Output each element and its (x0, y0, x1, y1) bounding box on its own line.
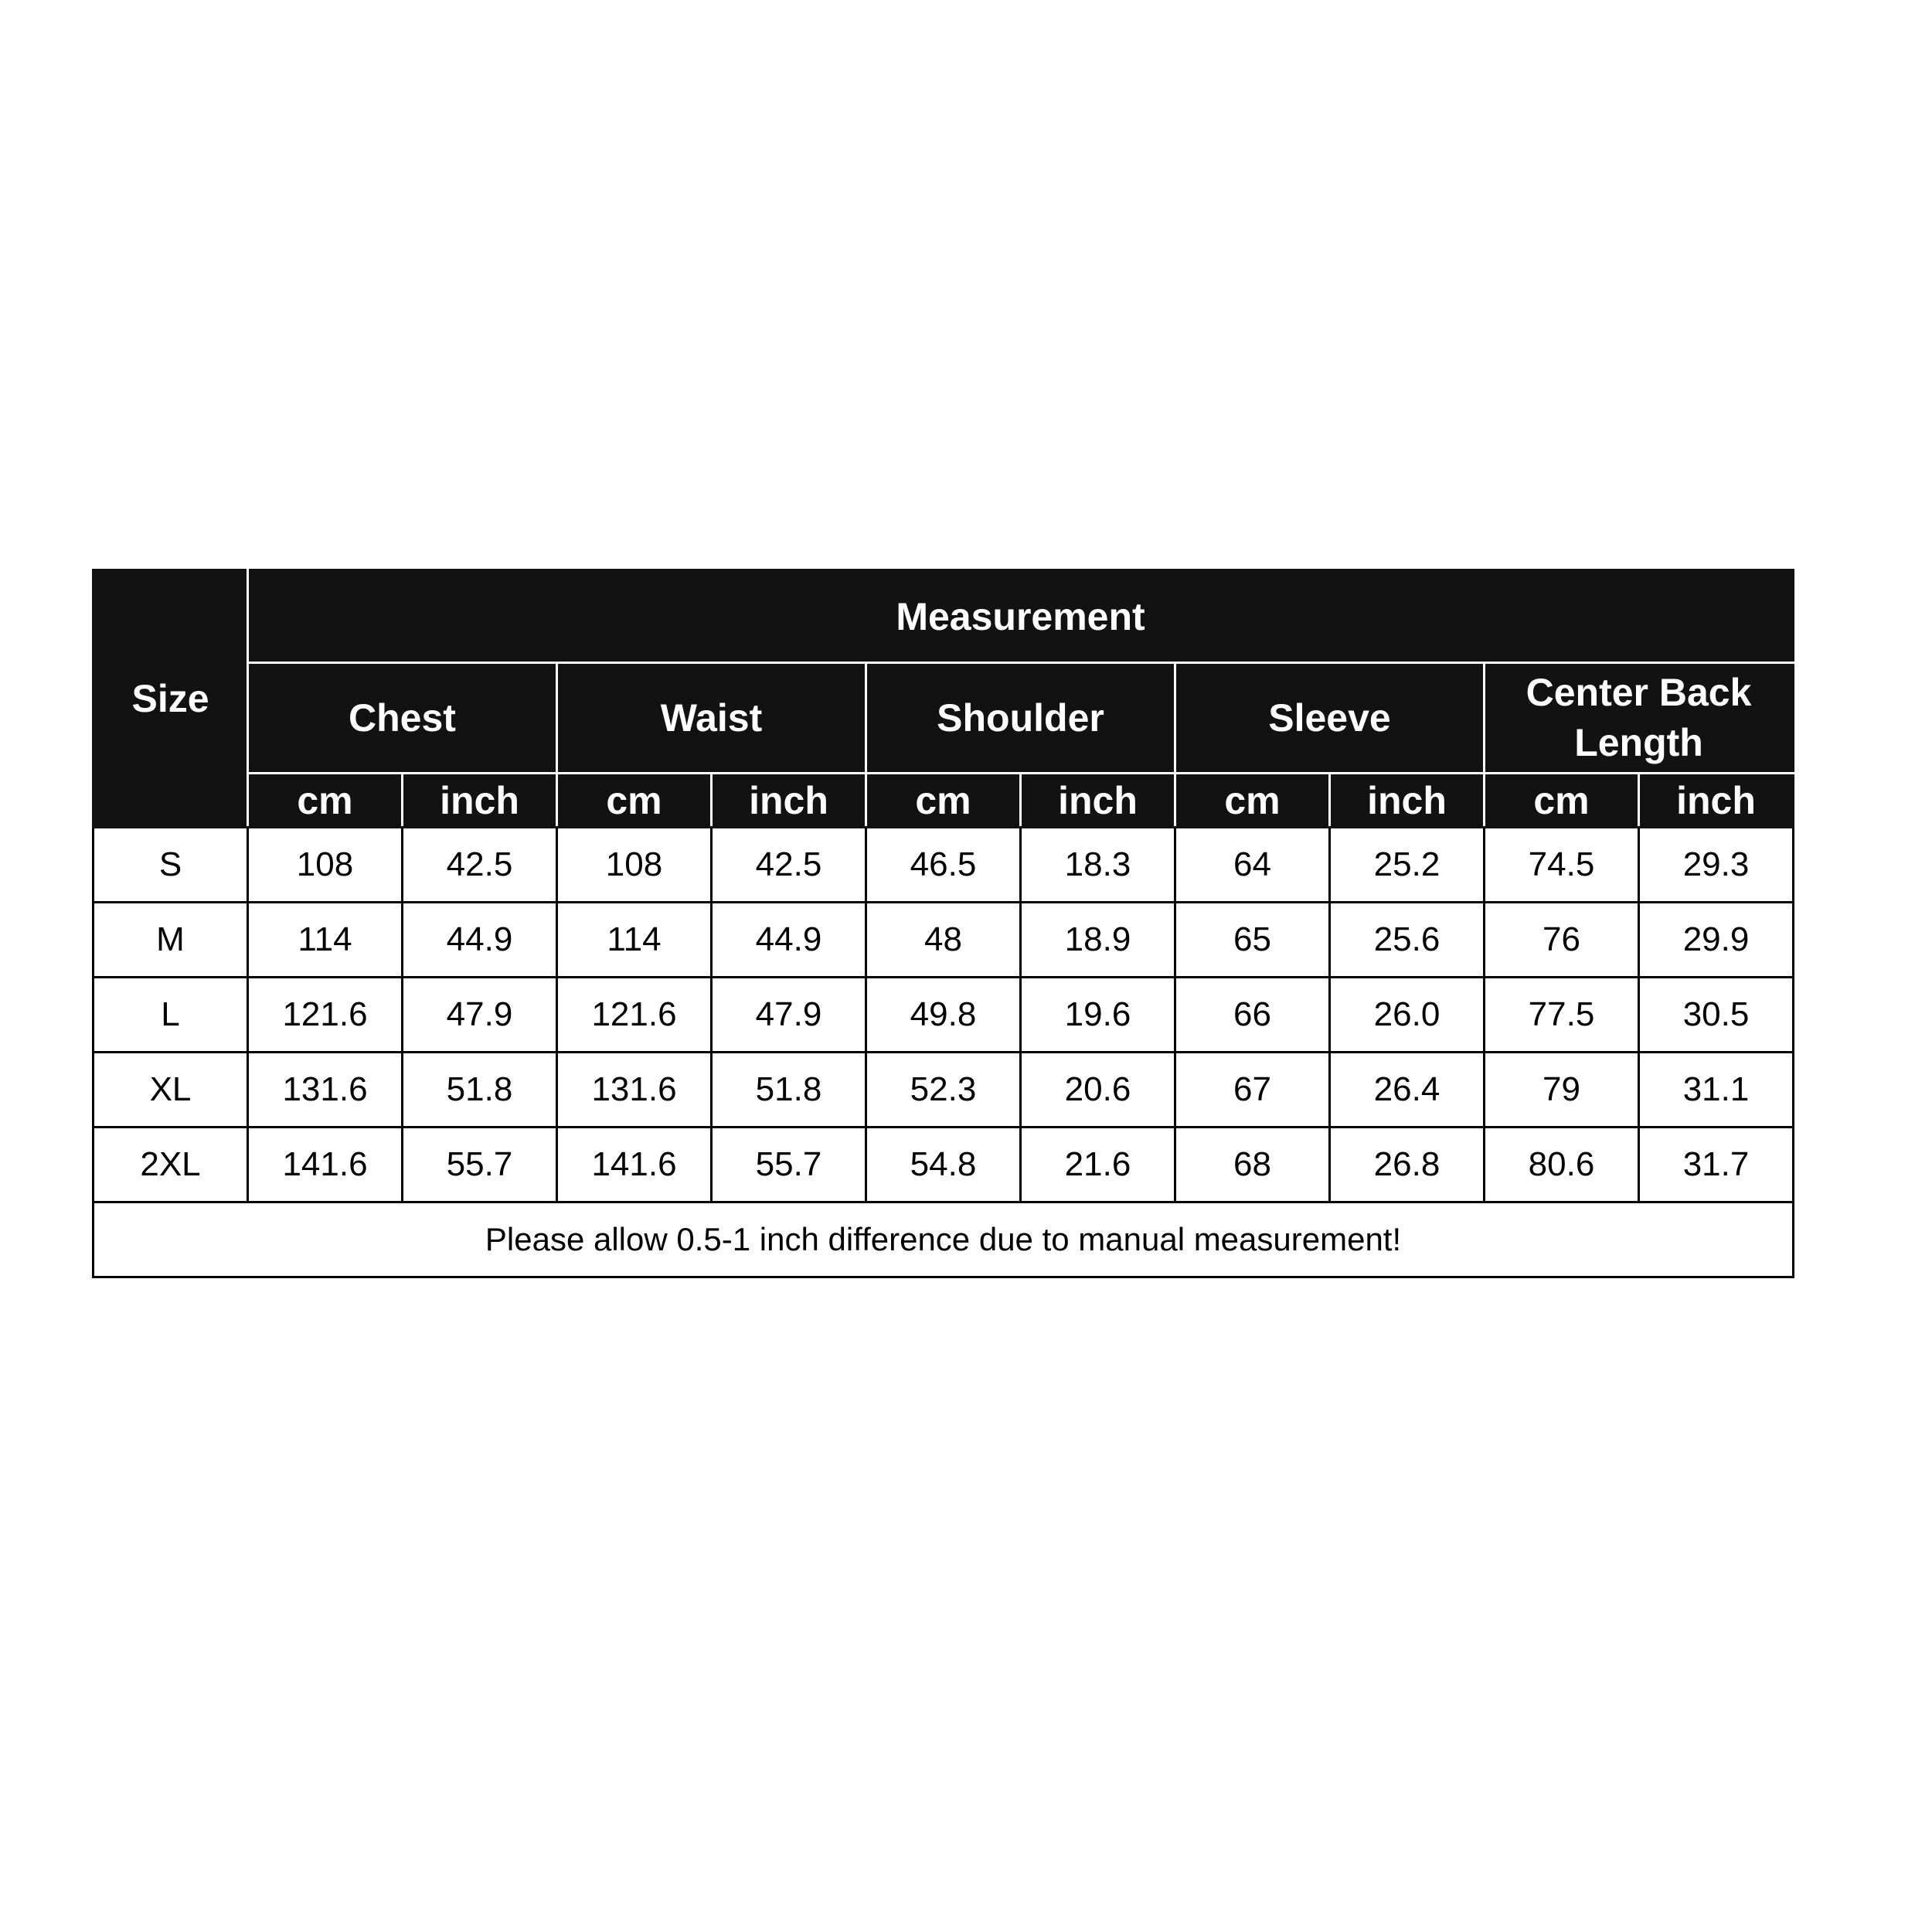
size-table (92, 569, 1794, 1278)
value-cell: 54.8 (866, 1128, 1021, 1202)
size-cell: S (94, 828, 248, 903)
value-cell: 29.9 (1639, 903, 1794, 978)
size-cell: 2XL (94, 1128, 248, 1202)
value-cell: 21.6 (1021, 1128, 1175, 1202)
value-cell: 67 (1175, 1053, 1330, 1128)
group-header-shoulder: Shoulder (866, 663, 1175, 774)
measurement-header: Measurement (248, 570, 1794, 663)
value-cell: 25.2 (1330, 828, 1485, 903)
value-cell: 29.3 (1639, 828, 1794, 903)
value-cell: 31.7 (1639, 1128, 1794, 1202)
unit-header: inch (1330, 774, 1485, 828)
value-cell: 114 (248, 903, 403, 978)
value-cell: 76 (1485, 903, 1639, 978)
value-cell: 46.5 (866, 828, 1021, 903)
value-cell: 121.6 (557, 978, 712, 1053)
value-cell: 65 (1175, 903, 1330, 978)
group-header-center-back-length (1485, 663, 1794, 774)
value-cell: 51.8 (403, 1053, 557, 1128)
measurement-note: Please allow 0.5-1 inch difference due to manual measurement! (94, 1202, 1794, 1277)
size-cell: M (94, 903, 248, 978)
header-row-measurement (94, 570, 1794, 663)
value-cell: 52.3 (866, 1053, 1021, 1128)
value-cell: 68 (1175, 1128, 1330, 1202)
value-cell: 51.8 (712, 1053, 866, 1128)
value-cell: 131.6 (248, 1053, 403, 1128)
value-cell: 64 (1175, 828, 1330, 903)
header-row-units (94, 774, 1794, 828)
unit-header: cm (1175, 774, 1330, 828)
value-cell: 141.6 (248, 1128, 403, 1202)
value-cell: 44.9 (712, 903, 866, 978)
value-cell: 20.6 (1021, 1053, 1175, 1128)
size-chart (92, 569, 1792, 1278)
value-cell: 31.1 (1639, 1053, 1794, 1128)
note-row (94, 1202, 1794, 1277)
value-cell: 108 (557, 828, 712, 903)
value-cell: 79 (1485, 1053, 1639, 1128)
size-header: Size (94, 570, 248, 828)
value-cell: 55.7 (712, 1128, 866, 1202)
value-cell: 47.9 (403, 978, 557, 1053)
unit-header: inch (1021, 774, 1175, 828)
value-cell: 114 (557, 903, 712, 978)
value-cell: 121.6 (248, 978, 403, 1053)
value-cell: 26.8 (1330, 1128, 1485, 1202)
unit-header: cm (866, 774, 1021, 828)
value-cell: 80.6 (1485, 1128, 1639, 1202)
table-row (94, 978, 1794, 1053)
value-cell: 47.9 (712, 978, 866, 1053)
header-row-groups (94, 663, 1794, 774)
group-header-waist: Waist (557, 663, 866, 774)
value-cell: 66 (1175, 978, 1330, 1053)
unit-header: inch (1639, 774, 1794, 828)
value-cell: 30.5 (1639, 978, 1794, 1053)
unit-header: cm (557, 774, 712, 828)
size-cell: L (94, 978, 248, 1053)
unit-header: cm (248, 774, 403, 828)
value-cell: 18.9 (1021, 903, 1175, 978)
value-cell: 26.4 (1330, 1053, 1485, 1128)
unit-header: inch (712, 774, 866, 828)
unit-header: inch (403, 774, 557, 828)
value-cell: 44.9 (403, 903, 557, 978)
value-cell: 42.5 (403, 828, 557, 903)
table-row (94, 903, 1794, 978)
value-cell: 25.6 (1330, 903, 1485, 978)
value-cell: 19.6 (1021, 978, 1175, 1053)
unit-header: cm (1485, 774, 1639, 828)
group-header-chest: Chest (248, 663, 557, 774)
center-back-length-label: Center Back Length (1526, 671, 1752, 764)
value-cell: 26.0 (1330, 978, 1485, 1053)
value-cell: 77.5 (1485, 978, 1639, 1053)
size-cell: XL (94, 1053, 248, 1128)
value-cell: 49.8 (866, 978, 1021, 1053)
value-cell: 42.5 (712, 828, 866, 903)
value-cell: 108 (248, 828, 403, 903)
group-header-sleeve: Sleeve (1175, 663, 1485, 774)
value-cell: 131.6 (557, 1053, 712, 1128)
value-cell: 18.3 (1021, 828, 1175, 903)
value-cell: 48 (866, 903, 1021, 978)
value-cell: 74.5 (1485, 828, 1639, 903)
table-row (94, 1128, 1794, 1202)
table-row (94, 1053, 1794, 1128)
table-row (94, 828, 1794, 903)
value-cell: 141.6 (557, 1128, 712, 1202)
value-cell: 55.7 (403, 1128, 557, 1202)
